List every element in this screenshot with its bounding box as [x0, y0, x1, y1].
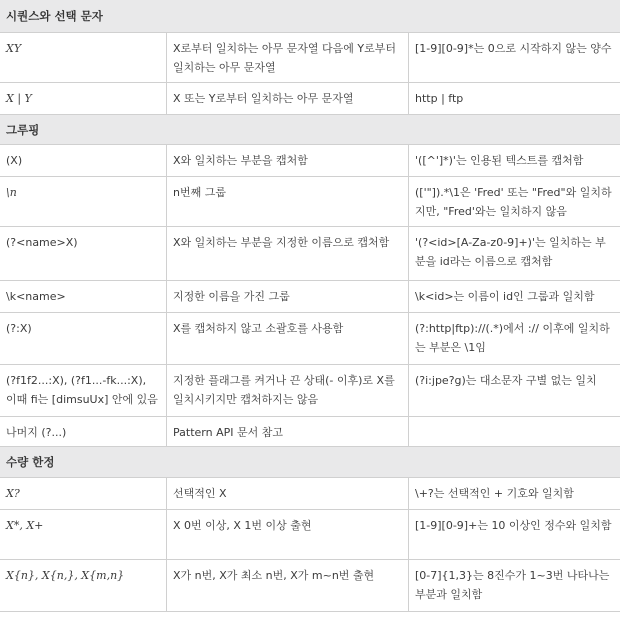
section-title: 수량 한정	[6, 455, 55, 469]
syntax-cell: (?<name>X)	[6, 236, 78, 249]
example-cell: '(?<id>[A-Za-z0-9]+)'는 일치하는 부분을 id라는 이름으로 캡처함	[408, 227, 620, 280]
description-cell: X가 n번, X가 최소 n번, X가 m~n번 출현	[166, 560, 408, 611]
description-cell: 지정한 플래그를 켜거나 끈 상태(- 이후)로 X를 일치시키지만 캡처하지는 않음	[166, 365, 408, 416]
description-cell: X와 일치하는 부분을 지정한 이름으로 캡처함	[166, 227, 408, 280]
table-row	[0, 560, 620, 612]
syntax-cell: X | Y	[6, 92, 32, 105]
section-title: 그루핑	[6, 122, 40, 137]
syntax-cell: X*, X+	[6, 519, 44, 532]
table-row	[0, 145, 620, 177]
description-cell: X로부터 일치하는 아무 문자열 다음에 Y로부터 일치하는 아무 문자열	[166, 33, 408, 82]
syntax-cell: \n	[6, 186, 17, 199]
syntax-cell: X{n}, X{n,}, X{m,n}	[6, 569, 125, 582]
example-cell: \+?는 선택적인 + 기호와 일치함	[408, 478, 620, 509]
syntax-cell: 나머지 (?...)	[6, 426, 67, 439]
table-row	[0, 417, 620, 447]
description-cell: Pattern API 문서 참고	[166, 417, 408, 446]
table-row	[0, 83, 620, 115]
example-cell: \k<id>는 이름이 id인 그룹과 일치함	[408, 281, 620, 312]
table-row	[0, 478, 620, 510]
section-header	[0, 447, 620, 478]
description-cell: X 또는 Y로부터 일치하는 아무 문자열	[166, 83, 408, 114]
description-cell: X 0번 이상, X 1번 이상 출현	[166, 510, 408, 559]
section-header	[0, 0, 620, 33]
table-row	[0, 281, 620, 313]
syntax-cell: (?f1f2...:X), (?f1...-fk...:X), 이때 fi는 [dimsuUx] 안에 있음	[6, 374, 158, 406]
syntax-cell: (X)	[6, 154, 23, 167]
syntax-cell: \k<name>	[6, 290, 66, 303]
example-cell: (['"]).*\1은 'Fred' 또는 "Fred"와 일치하지만, "Fred'와는 일치하지 않음	[408, 177, 620, 226]
section-title: 시퀀스와 선택 문자	[6, 9, 103, 23]
example-cell: (?i:jpe?g)는 대소문자 구별 없는 일치	[408, 365, 620, 416]
section-header	[0, 115, 620, 145]
example-cell: (?:http|ftp)://(.*)에서 :// 이후에 일치하는 부분은 \1임	[408, 313, 620, 364]
description-cell: 선택적인 X	[166, 478, 408, 509]
table-row	[0, 313, 620, 365]
syntax-cell: (?:X)	[6, 322, 32, 335]
syntax-cell: XY	[6, 42, 22, 55]
description-cell: 지정한 이름을 가진 그룹	[166, 281, 408, 312]
table-row	[0, 177, 620, 227]
table-row	[0, 227, 620, 281]
description-cell: X를 캡처하지 않고 소괄호를 사용함	[166, 313, 408, 364]
example-cell: '([^']*)'는 인용된 텍스트를 캡처함	[408, 145, 620, 176]
description-cell: X와 일치하는 부분을 캡처함	[166, 145, 408, 176]
description-cell: n번째 그룹	[166, 177, 408, 226]
syntax-cell: X?	[6, 487, 20, 500]
table-row	[0, 510, 620, 560]
example-cell: http | ftp	[408, 83, 620, 114]
example-cell	[408, 417, 620, 446]
example-cell: [1-9][0-9]+는 10 이상인 정수와 일치함	[408, 510, 620, 559]
example-cell: [0-7]{1,3}는 8진수가 1~3번 나타나는 부분과 일치함	[408, 560, 620, 611]
example-cell: [1-9][0-9]*는 0으로 시작하지 않는 양수	[408, 33, 620, 82]
table-row	[0, 33, 620, 83]
table-row	[0, 365, 620, 417]
